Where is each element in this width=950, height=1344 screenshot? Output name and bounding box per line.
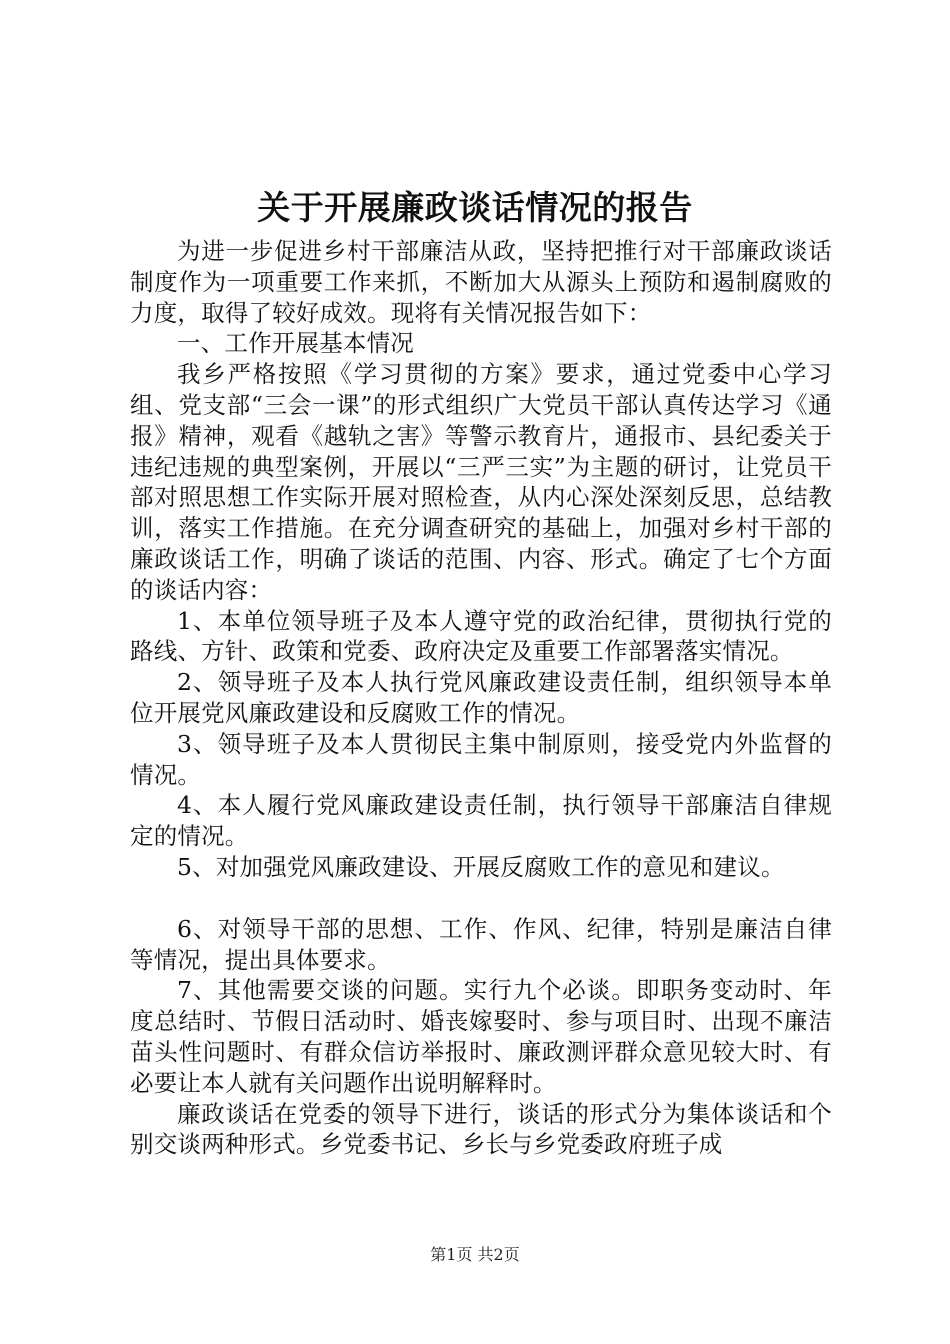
list-item-7: 7、其他需要交谈的问题。实行九个必谈。即职务变动时、年度总结时、节假日活动时、婚丧嫁娶时、参与项目时、出现不廉洁苗头性问题时、有群众信访举报时、廉政测评群众意见较大时、有必要让本人就有关问题作出说明解释时。 xyxy=(130,976,832,1097)
document-title: 关于开展廉政谈话情况的报告 xyxy=(257,188,693,227)
list-item-2: 2、领导班子及本人执行党风廉政建设责任制，组织领导本单位开展党风廉政建设和反腐败工作的情况。 xyxy=(130,668,832,727)
document-body xyxy=(130,236,832,1160)
body-paragraph: 我乡严格按照《学习贯彻的方案》要求，通过党委中心学习组、党支部“三会一课”的形式组织广大党员干部认真传达学习《通报》精神，观看《越轨之害》等警示教育片，通报市、县纪委关于违纪违规的典型案例，开展以“三严三实”为主题的研讨，让党员干部对照思想工作实际开展对照检查，从内心深处深刻反思，总结教训，落实工作措施。在充分调查研究的基础上，加强对乡村干部的廉政谈话工作，明确了谈话的范围、内容、形式。确定了七个方面的谈话内容： xyxy=(130,360,832,604)
body-paragraph-continued: 廉政谈话在党委的领导下进行，谈话的形式分为集体谈话和个别交谈两种形式。乡党委书记、乡长与乡党委政府班子成 xyxy=(130,1099,832,1159)
list-item-5: 5、对加强党风廉政建设、开展反腐败工作的意见和建议。 xyxy=(177,852,785,881)
list-item-3: 3、领导班子及本人贯彻民主集中制原则，接受党内外监督的情况。 xyxy=(130,729,832,789)
list-item-4: 4、本人履行党风廉政建设责任制，执行领导干部廉洁自律规定的情况。 xyxy=(130,791,832,851)
page-footer: 第1页 共2页 xyxy=(430,1245,520,1264)
list-item-1: 1、本单位领导班子及本人遵守党的政治纪律，贯彻执行党的路线、方针、政策和党委、政府决定及重要工作部署落实情况。 xyxy=(130,606,832,666)
section-heading: 一、工作开展基本情况 xyxy=(177,329,414,358)
list-item-6: 6、对领导干部的思想、工作、作风、纪律，特别是廉洁自律等情况，提出具体要求。 xyxy=(130,914,832,974)
intro-paragraph: 为进一步促进乡村干部廉洁从政，坚持把推行对干部廉政谈话制度作为一项重要工作来抓，不断加大从源头上预防和遏制腐败的力度，取得了较好成效。现将有关情况报告如下： xyxy=(130,237,832,327)
